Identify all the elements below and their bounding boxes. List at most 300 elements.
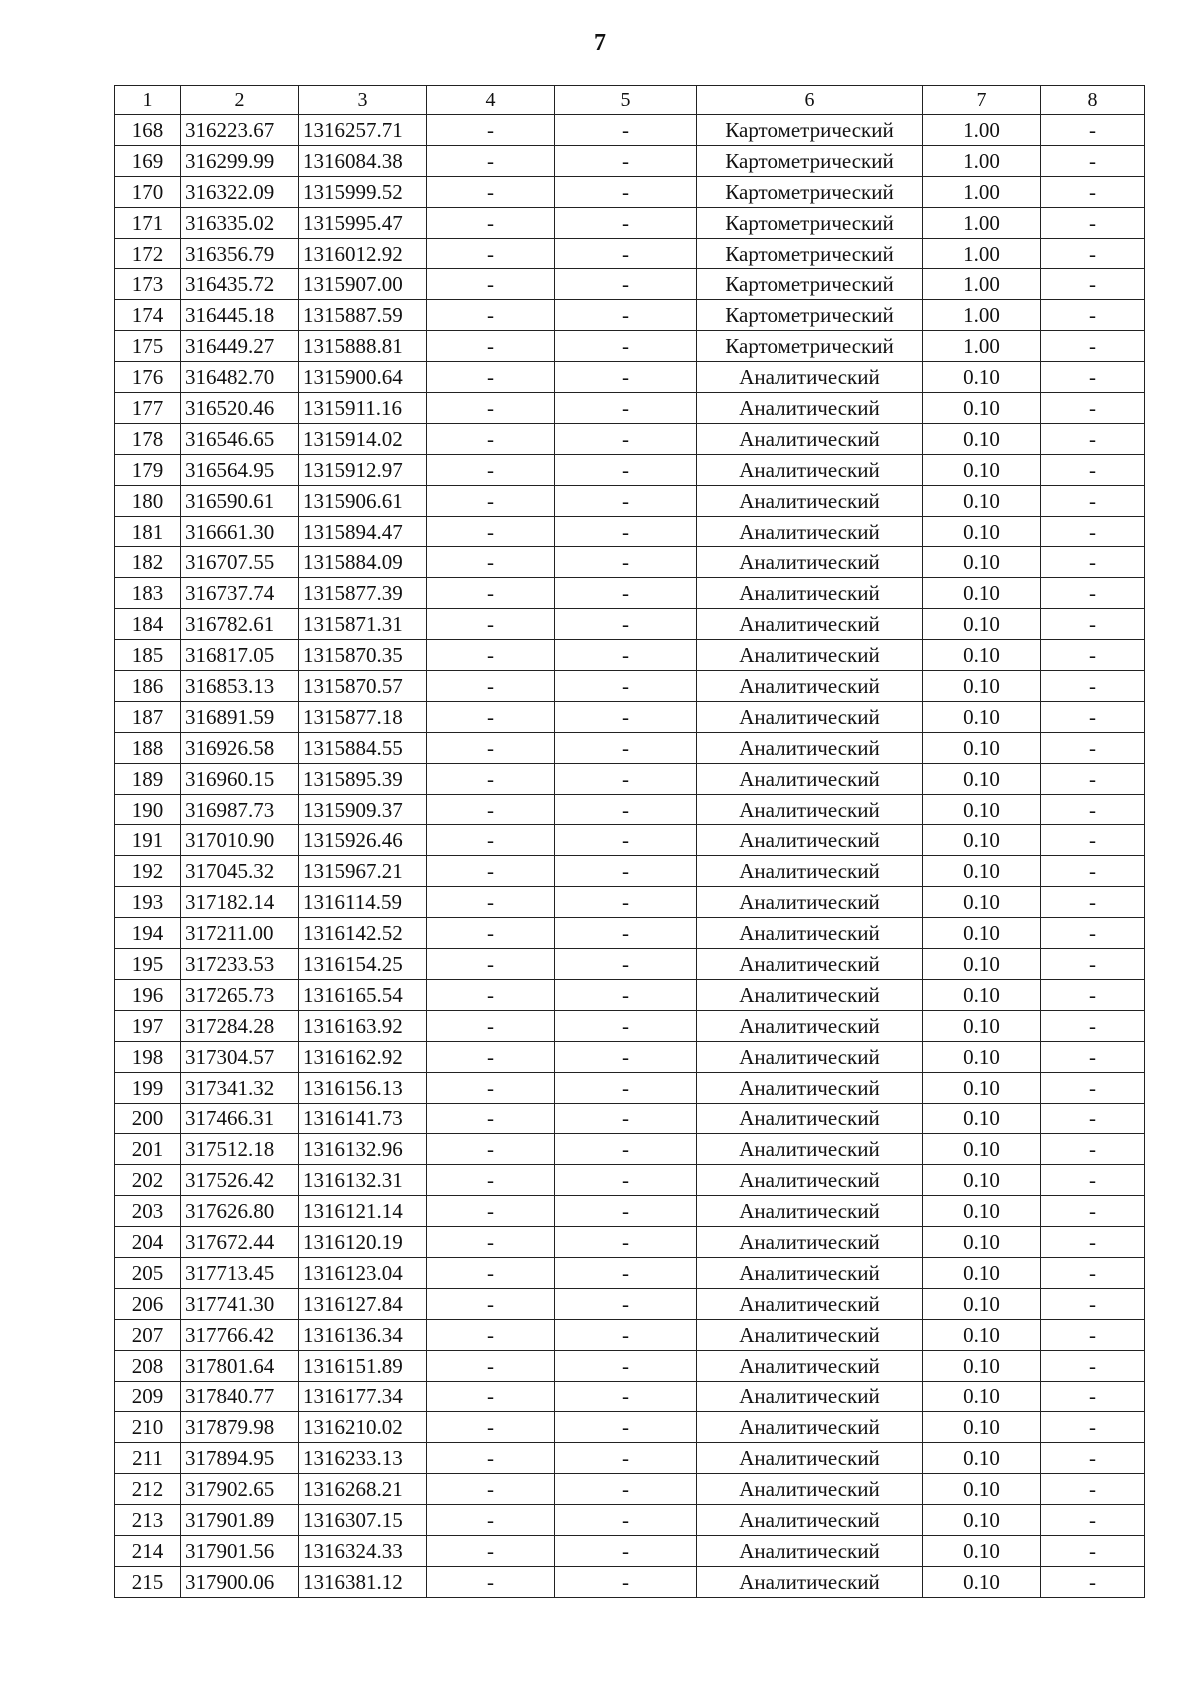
cell-point-number: 210 [115, 1412, 181, 1443]
cell-point-number: 190 [115, 794, 181, 825]
cell-column-4: - [427, 825, 555, 856]
cell-x-coordinate: 316960.15 [181, 763, 299, 794]
cell-point-number: 212 [115, 1474, 181, 1505]
table-row [115, 423, 1145, 454]
cell-column-5: - [555, 887, 697, 918]
cell-point-number: 174 [115, 300, 181, 331]
cell-column-5: - [555, 454, 697, 485]
cell-column-5: - [555, 485, 697, 516]
cell-accuracy: 1.00 [923, 238, 1041, 269]
cell-column-4: - [427, 485, 555, 516]
cell-column-8: - [1041, 331, 1145, 362]
cell-accuracy: 1.00 [923, 269, 1041, 300]
cell-column-5: - [555, 1010, 697, 1041]
cell-y-coordinate: 1316151.89 [299, 1350, 427, 1381]
cell-column-8: - [1041, 578, 1145, 609]
table-row [115, 393, 1145, 424]
cell-accuracy: 0.10 [923, 732, 1041, 763]
cell-column-5: - [555, 701, 697, 732]
cell-method: Аналитический [697, 732, 923, 763]
cell-y-coordinate: 1315999.52 [299, 176, 427, 207]
cell-method: Аналитический [697, 1227, 923, 1258]
cell-x-coordinate: 316520.46 [181, 393, 299, 424]
cell-y-coordinate: 1316177.34 [299, 1381, 427, 1412]
cell-x-coordinate: 316435.72 [181, 269, 299, 300]
cell-point-number: 176 [115, 362, 181, 393]
cell-point-number: 180 [115, 485, 181, 516]
cell-method: Аналитический [697, 1474, 923, 1505]
cell-column-4: - [427, 115, 555, 146]
cell-column-5: - [555, 578, 697, 609]
cell-column-8: - [1041, 794, 1145, 825]
cell-column-5: - [555, 207, 697, 238]
cell-y-coordinate: 1316142.52 [299, 918, 427, 949]
cell-column-4: - [427, 763, 555, 794]
cell-x-coordinate: 317801.64 [181, 1350, 299, 1381]
column-header-1: 1 [115, 86, 181, 115]
table-row [115, 918, 1145, 949]
cell-x-coordinate: 317741.30 [181, 1288, 299, 1319]
cell-column-5: - [555, 1103, 697, 1134]
cell-column-8: - [1041, 979, 1145, 1010]
cell-column-4: - [427, 331, 555, 362]
cell-method: Аналитический [697, 1041, 923, 1072]
cell-column-5: - [555, 1412, 697, 1443]
cell-column-8: - [1041, 423, 1145, 454]
cell-column-8: - [1041, 145, 1145, 176]
cell-column-4: - [427, 393, 555, 424]
cell-column-8: - [1041, 887, 1145, 918]
cell-accuracy: 0.10 [923, 1381, 1041, 1412]
cell-method: Аналитический [697, 856, 923, 887]
cell-accuracy: 0.10 [923, 640, 1041, 671]
cell-point-number: 205 [115, 1257, 181, 1288]
cell-accuracy: 0.10 [923, 1134, 1041, 1165]
cell-accuracy: 0.10 [923, 1165, 1041, 1196]
cell-column-5: - [555, 949, 697, 980]
cell-column-4: - [427, 1010, 555, 1041]
cell-column-5: - [555, 1535, 697, 1566]
cell-y-coordinate: 1316012.92 [299, 238, 427, 269]
cell-column-4: - [427, 238, 555, 269]
cell-x-coordinate: 316335.02 [181, 207, 299, 238]
cell-y-coordinate: 1316162.92 [299, 1041, 427, 1072]
cell-accuracy: 0.10 [923, 1412, 1041, 1443]
cell-y-coordinate: 1315877.18 [299, 701, 427, 732]
cell-column-4: - [427, 949, 555, 980]
cell-accuracy: 0.10 [923, 1257, 1041, 1288]
cell-y-coordinate: 1316136.34 [299, 1319, 427, 1350]
cell-accuracy: 1.00 [923, 300, 1041, 331]
cell-accuracy: 0.10 [923, 1566, 1041, 1597]
cell-x-coordinate: 316782.61 [181, 609, 299, 640]
cell-method: Аналитический [697, 1257, 923, 1288]
cell-x-coordinate: 316590.61 [181, 485, 299, 516]
cell-column-5: - [555, 1134, 697, 1165]
cell-column-4: - [427, 1227, 555, 1258]
cell-y-coordinate: 1315887.59 [299, 300, 427, 331]
cell-method: Картометрический [697, 115, 923, 146]
cell-column-4: - [427, 856, 555, 887]
cell-x-coordinate: 316449.27 [181, 331, 299, 362]
cell-accuracy: 0.10 [923, 547, 1041, 578]
cell-accuracy: 0.10 [923, 825, 1041, 856]
cell-column-4: - [427, 979, 555, 1010]
cell-column-5: - [555, 516, 697, 547]
cell-column-8: - [1041, 825, 1145, 856]
cell-y-coordinate: 1315870.57 [299, 671, 427, 702]
cell-column-5: - [555, 825, 697, 856]
cell-column-5: - [555, 1072, 697, 1103]
cell-point-number: 198 [115, 1041, 181, 1072]
cell-method: Аналитический [697, 485, 923, 516]
table-row [115, 1319, 1145, 1350]
cell-point-number: 195 [115, 949, 181, 980]
cell-accuracy: 0.10 [923, 393, 1041, 424]
cell-column-5: - [555, 1165, 697, 1196]
cell-y-coordinate: 1315911.16 [299, 393, 427, 424]
table-row [115, 300, 1145, 331]
cell-column-5: - [555, 609, 697, 640]
cell-column-8: - [1041, 547, 1145, 578]
table-row [115, 1443, 1145, 1474]
cell-column-4: - [427, 609, 555, 640]
cell-column-5: - [555, 794, 697, 825]
cell-column-4: - [427, 1319, 555, 1350]
cell-column-8: - [1041, 1103, 1145, 1134]
cell-y-coordinate: 1315912.97 [299, 454, 427, 485]
column-header-6: 6 [697, 86, 923, 115]
cell-column-4: - [427, 423, 555, 454]
cell-column-5: - [555, 1505, 697, 1536]
cell-point-number: 168 [115, 115, 181, 146]
cell-column-4: - [427, 362, 555, 393]
cell-method: Картометрический [697, 269, 923, 300]
cell-column-8: - [1041, 1566, 1145, 1597]
cell-column-8: - [1041, 238, 1145, 269]
cell-x-coordinate: 317304.57 [181, 1041, 299, 1072]
cell-column-4: - [427, 671, 555, 702]
cell-x-coordinate: 317512.18 [181, 1134, 299, 1165]
cell-x-coordinate: 317713.45 [181, 1257, 299, 1288]
cell-column-8: - [1041, 269, 1145, 300]
cell-accuracy: 0.10 [923, 1010, 1041, 1041]
cell-column-8: - [1041, 1041, 1145, 1072]
table-row [115, 1505, 1145, 1536]
cell-column-4: - [427, 1474, 555, 1505]
cell-method: Аналитический [697, 393, 923, 424]
table-row [115, 578, 1145, 609]
table-row [115, 454, 1145, 485]
cell-y-coordinate: 1315909.37 [299, 794, 427, 825]
cell-column-4: - [427, 145, 555, 176]
cell-column-4: - [427, 640, 555, 671]
cell-column-8: - [1041, 1134, 1145, 1165]
cell-column-4: - [427, 1288, 555, 1319]
cell-column-8: - [1041, 1535, 1145, 1566]
cell-method: Аналитический [697, 918, 923, 949]
cell-x-coordinate: 316737.74 [181, 578, 299, 609]
cell-accuracy: 1.00 [923, 331, 1041, 362]
cell-accuracy: 0.10 [923, 887, 1041, 918]
cell-accuracy: 0.10 [923, 918, 1041, 949]
cell-x-coordinate: 316546.65 [181, 423, 299, 454]
table-row [115, 609, 1145, 640]
cell-point-number: 169 [115, 145, 181, 176]
cell-method: Аналитический [697, 1350, 923, 1381]
cell-column-4: - [427, 1257, 555, 1288]
cell-point-number: 192 [115, 856, 181, 887]
cell-x-coordinate: 317265.73 [181, 979, 299, 1010]
cell-y-coordinate: 1315995.47 [299, 207, 427, 238]
cell-point-number: 187 [115, 701, 181, 732]
cell-column-8: - [1041, 671, 1145, 702]
cell-point-number: 179 [115, 454, 181, 485]
cell-y-coordinate: 1316156.13 [299, 1072, 427, 1103]
cell-point-number: 208 [115, 1350, 181, 1381]
cell-point-number: 183 [115, 578, 181, 609]
cell-column-8: - [1041, 1474, 1145, 1505]
cell-column-8: - [1041, 1072, 1145, 1103]
cell-accuracy: 0.10 [923, 454, 1041, 485]
cell-x-coordinate: 316356.79 [181, 238, 299, 269]
cell-y-coordinate: 1316210.02 [299, 1412, 427, 1443]
cell-y-coordinate: 1316132.31 [299, 1165, 427, 1196]
cell-method: Аналитический [697, 362, 923, 393]
cell-y-coordinate: 1316123.04 [299, 1257, 427, 1288]
cell-point-number: 196 [115, 979, 181, 1010]
cell-method: Аналитический [697, 516, 923, 547]
cell-accuracy: 0.10 [923, 485, 1041, 516]
cell-y-coordinate: 1316257.71 [299, 115, 427, 146]
cell-x-coordinate: 317626.80 [181, 1196, 299, 1227]
table-row [115, 701, 1145, 732]
cell-point-number: 188 [115, 732, 181, 763]
cell-point-number: 189 [115, 763, 181, 794]
table-row [115, 516, 1145, 547]
cell-column-4: - [427, 794, 555, 825]
cell-column-4: - [427, 1165, 555, 1196]
cell-point-number: 200 [115, 1103, 181, 1134]
cell-x-coordinate: 317233.53 [181, 949, 299, 980]
cell-y-coordinate: 1316307.15 [299, 1505, 427, 1536]
cell-method: Аналитический [697, 1010, 923, 1041]
table-row [115, 1381, 1145, 1412]
cell-accuracy: 0.10 [923, 1443, 1041, 1474]
cell-point-number: 199 [115, 1072, 181, 1103]
cell-column-5: - [555, 671, 697, 702]
cell-y-coordinate: 1316114.59 [299, 887, 427, 918]
cell-column-5: - [555, 1227, 697, 1258]
cell-point-number: 193 [115, 887, 181, 918]
cell-x-coordinate: 317879.98 [181, 1412, 299, 1443]
table-row [115, 1474, 1145, 1505]
cell-accuracy: 0.10 [923, 1319, 1041, 1350]
cell-column-5: - [555, 238, 697, 269]
cell-x-coordinate: 316707.55 [181, 547, 299, 578]
table-row [115, 115, 1145, 146]
cell-y-coordinate: 1316127.84 [299, 1288, 427, 1319]
column-header-8: 8 [1041, 86, 1145, 115]
cell-accuracy: 0.10 [923, 763, 1041, 794]
cell-method: Аналитический [697, 1381, 923, 1412]
cell-column-8: - [1041, 1257, 1145, 1288]
cell-column-4: - [427, 701, 555, 732]
cell-y-coordinate: 1315894.47 [299, 516, 427, 547]
table-row [115, 1010, 1145, 1041]
cell-column-4: - [427, 547, 555, 578]
cell-column-8: - [1041, 454, 1145, 485]
cell-accuracy: 0.10 [923, 1474, 1041, 1505]
cell-method: Аналитический [697, 1443, 923, 1474]
cell-accuracy: 0.10 [923, 1072, 1041, 1103]
cell-x-coordinate: 317900.06 [181, 1566, 299, 1597]
cell-column-4: - [427, 1103, 555, 1134]
cell-column-8: - [1041, 1381, 1145, 1412]
cell-point-number: 194 [115, 918, 181, 949]
cell-y-coordinate: 1316141.73 [299, 1103, 427, 1134]
cell-column-8: - [1041, 1350, 1145, 1381]
column-header-7: 7 [923, 86, 1041, 115]
cell-method: Аналитический [697, 979, 923, 1010]
cell-accuracy: 1.00 [923, 145, 1041, 176]
cell-point-number: 204 [115, 1227, 181, 1258]
cell-column-5: - [555, 763, 697, 794]
cell-accuracy: 0.10 [923, 1041, 1041, 1072]
cell-y-coordinate: 1315967.21 [299, 856, 427, 887]
cell-method: Аналитический [697, 763, 923, 794]
cell-method: Аналитический [697, 454, 923, 485]
column-header-4: 4 [427, 86, 555, 115]
table-row [115, 1566, 1145, 1597]
cell-y-coordinate: 1315877.39 [299, 578, 427, 609]
cell-x-coordinate: 317284.28 [181, 1010, 299, 1041]
cell-x-coordinate: 317466.31 [181, 1103, 299, 1134]
cell-column-5: - [555, 115, 697, 146]
table-row [115, 1041, 1145, 1072]
cell-x-coordinate: 317901.56 [181, 1535, 299, 1566]
cell-method: Аналитический [697, 1412, 923, 1443]
cell-column-8: - [1041, 362, 1145, 393]
cell-point-number: 178 [115, 423, 181, 454]
cell-point-number: 215 [115, 1566, 181, 1597]
cell-column-4: - [427, 454, 555, 485]
cell-column-8: - [1041, 1412, 1145, 1443]
cell-column-5: - [555, 1566, 697, 1597]
cell-accuracy: 1.00 [923, 176, 1041, 207]
cell-y-coordinate: 1315900.64 [299, 362, 427, 393]
cell-accuracy: 0.10 [923, 362, 1041, 393]
cell-column-8: - [1041, 918, 1145, 949]
cell-x-coordinate: 316987.73 [181, 794, 299, 825]
cell-point-number: 173 [115, 269, 181, 300]
cell-column-4: - [427, 918, 555, 949]
cell-column-5: - [555, 1196, 697, 1227]
table-row [115, 1535, 1145, 1566]
cell-column-5: - [555, 918, 697, 949]
column-header-2: 2 [181, 86, 299, 115]
cell-method: Аналитический [697, 1165, 923, 1196]
cell-y-coordinate: 1316381.12 [299, 1566, 427, 1597]
cell-column-8: - [1041, 393, 1145, 424]
cell-accuracy: 0.10 [923, 794, 1041, 825]
cell-column-5: - [555, 176, 697, 207]
cell-method: Аналитический [697, 609, 923, 640]
cell-accuracy: 0.10 [923, 1350, 1041, 1381]
cell-x-coordinate: 317902.65 [181, 1474, 299, 1505]
cell-column-8: - [1041, 1227, 1145, 1258]
cell-method: Картометрический [697, 176, 923, 207]
cell-method: Аналитический [697, 547, 923, 578]
cell-column-8: - [1041, 609, 1145, 640]
cell-method: Аналитический [697, 1288, 923, 1319]
cell-column-5: - [555, 362, 697, 393]
cell-column-4: - [427, 300, 555, 331]
cell-method: Аналитический [697, 1103, 923, 1134]
cell-point-number: 175 [115, 331, 181, 362]
table-row [115, 1103, 1145, 1134]
table-row [115, 671, 1145, 702]
cell-column-5: - [555, 393, 697, 424]
cell-x-coordinate: 317901.89 [181, 1505, 299, 1536]
cell-y-coordinate: 1315871.31 [299, 609, 427, 640]
cell-column-8: - [1041, 763, 1145, 794]
cell-column-4: - [427, 1072, 555, 1103]
cell-point-number: 184 [115, 609, 181, 640]
cell-column-4: - [427, 516, 555, 547]
cell-column-8: - [1041, 1010, 1145, 1041]
cell-point-number: 207 [115, 1319, 181, 1350]
table-row [115, 1288, 1145, 1319]
table-row [115, 1072, 1145, 1103]
cell-method: Аналитический [697, 1319, 923, 1350]
column-header-3: 3 [299, 86, 427, 115]
table-row [115, 331, 1145, 362]
coordinates-table [114, 85, 1145, 1598]
cell-x-coordinate: 316482.70 [181, 362, 299, 393]
cell-point-number: 209 [115, 1381, 181, 1412]
cell-y-coordinate: 1315870.35 [299, 640, 427, 671]
cell-column-8: - [1041, 640, 1145, 671]
cell-y-coordinate: 1316120.19 [299, 1227, 427, 1258]
cell-column-4: - [427, 578, 555, 609]
cell-y-coordinate: 1315884.09 [299, 547, 427, 578]
cell-x-coordinate: 317840.77 [181, 1381, 299, 1412]
table-row [115, 825, 1145, 856]
cell-column-4: - [427, 1196, 555, 1227]
cell-method: Аналитический [697, 640, 923, 671]
table-row [115, 794, 1145, 825]
cell-method: Аналитический [697, 949, 923, 980]
cell-y-coordinate: 1316154.25 [299, 949, 427, 980]
cell-point-number: 185 [115, 640, 181, 671]
cell-column-5: - [555, 145, 697, 176]
column-header-5: 5 [555, 86, 697, 115]
cell-column-4: - [427, 732, 555, 763]
table-row [115, 269, 1145, 300]
cell-y-coordinate: 1315906.61 [299, 485, 427, 516]
cell-method: Аналитический [697, 1196, 923, 1227]
cell-column-8: - [1041, 1443, 1145, 1474]
cell-x-coordinate: 316322.09 [181, 176, 299, 207]
table-row [115, 887, 1145, 918]
table-row [115, 1257, 1145, 1288]
cell-accuracy: 0.10 [923, 1227, 1041, 1258]
cell-column-8: - [1041, 732, 1145, 763]
cell-x-coordinate: 316891.59 [181, 701, 299, 732]
cell-point-number: 197 [115, 1010, 181, 1041]
cell-method: Аналитический [697, 423, 923, 454]
